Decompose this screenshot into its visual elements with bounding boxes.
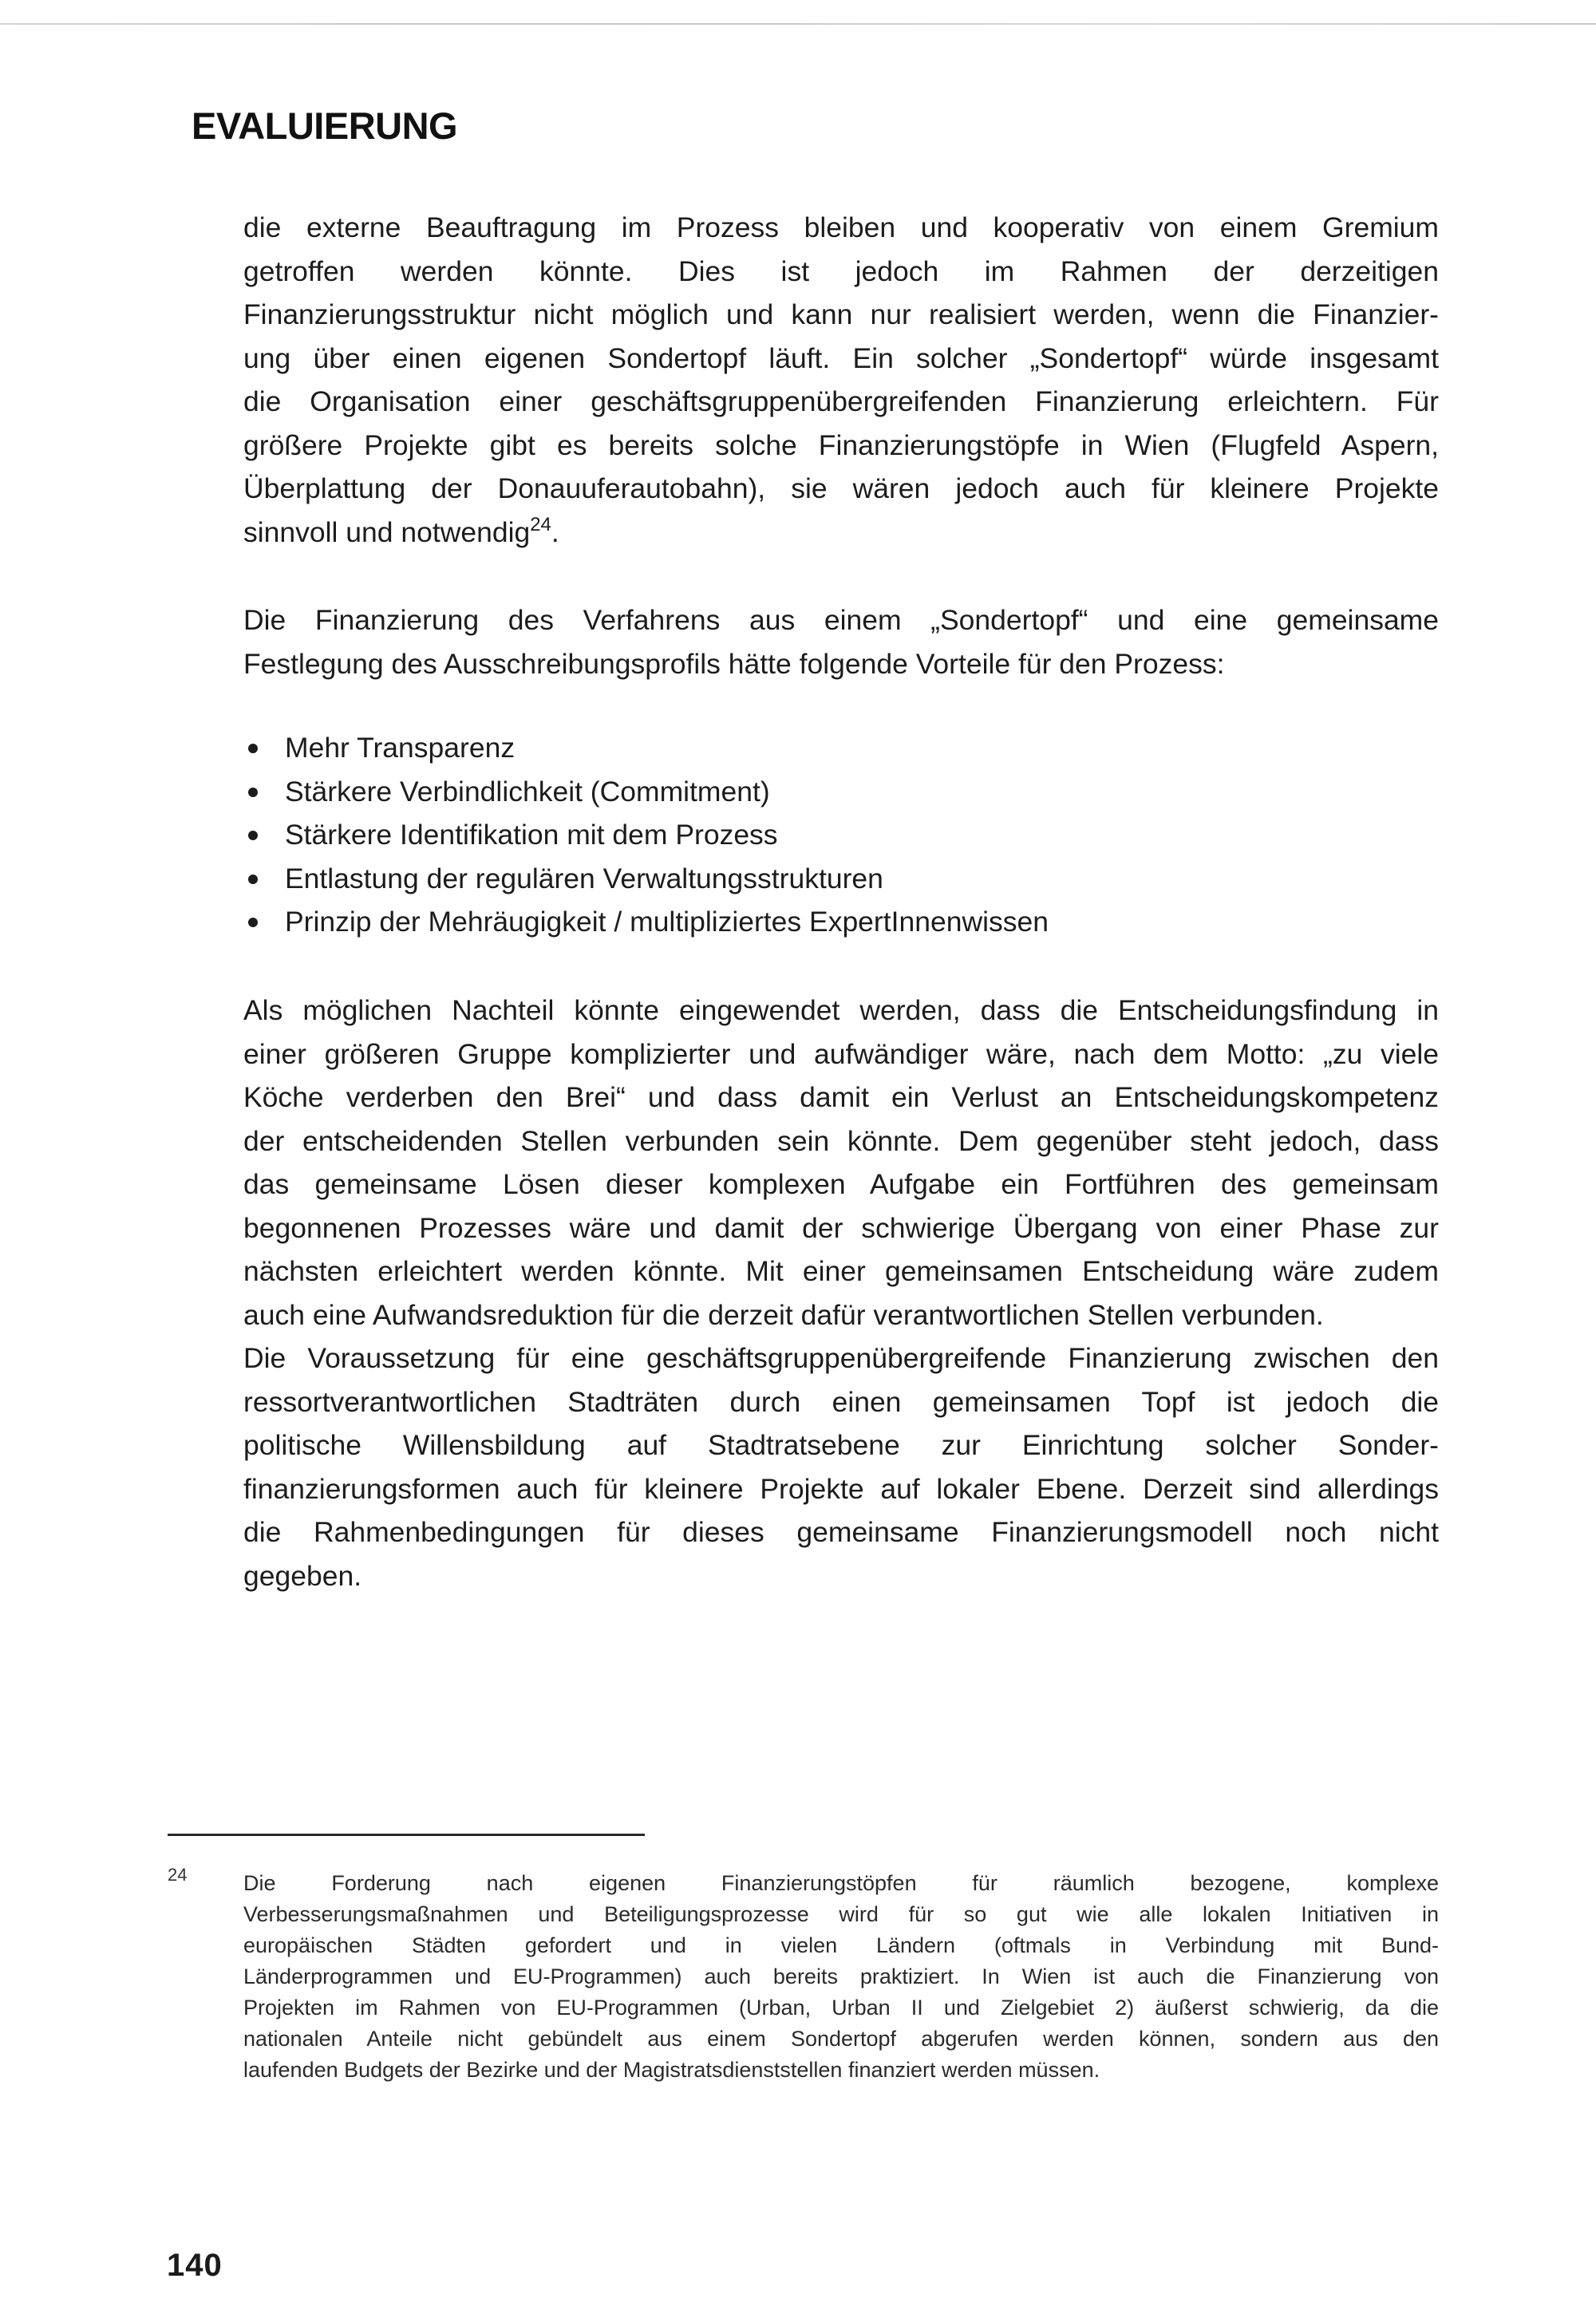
sentence-end: .: [551, 515, 559, 548]
paragraph-line: Als möglichen Nachteil könnte eingewendet werden, dass die Entscheidungsfindung in: [243, 994, 1439, 1026]
list-item: [243, 900, 1361, 944]
list-item-text: Entlastung der regulären Verwaltungsstrukturen: [285, 862, 883, 894]
list-item: [243, 770, 1361, 814]
paragraph-line: ressortverantwortlichen Stadträten durch einen gemeinsamen Topf ist jedoch die: [243, 1385, 1439, 1418]
paragraph-line: Überplattung der Donauuferautobahn), sie wären jedoch auch für kleinere Projekte: [243, 472, 1439, 504]
paragraph-line: auch eine Aufwandsreduktion für die derzeit dafür verantwortlichen Stellen verbunden.: [243, 1298, 1324, 1331]
paragraph-line: Festlegung des Ausschreibungsprofils hätte folgende Vorteile für den Prozess:: [243, 647, 1225, 680]
paragraph-last-line: [243, 511, 1439, 555]
list-item-text: Stärkere Verbindlichkeit (Commitment): [285, 775, 770, 807]
advantages-list: [243, 726, 1361, 944]
footnote-reference[interactable]: 24: [530, 513, 551, 535]
section-title: EVALUIERUNG: [192, 105, 458, 147]
bullet-icon: [248, 788, 258, 797]
paragraph-3: [243, 989, 1439, 1597]
paragraph-line: finanzierungsformen auch für kleinere Projekte auf lokaler Ebene. Derzeit sind allerdings: [243, 1472, 1439, 1505]
list-item-text: Mehr Transparenz: [285, 732, 516, 764]
paragraph-line: Köche verderben den Brei“ und dass damit ein Verlust an Entscheidungskompetenz: [243, 1081, 1439, 1113]
footnote-24: [243, 1868, 1439, 2086]
paragraph-line: getroffen werden könnte. Dies ist jedoch im Rahmen der derzeitigen: [243, 255, 1439, 287]
paragraph-line-text: sinnvoll und notwendig: [243, 515, 531, 548]
page-number: 140: [167, 2248, 223, 2283]
footnote-line: nationalen Anteile nicht gebündelt aus einem Sondertopf abgerufen werden können, sondern aus den: [243, 2027, 1439, 2051]
paragraph-line: politische Willensbildung auf Stadtratsebene zur Einrichtung solcher Sonder-: [243, 1429, 1439, 1461]
bullet-icon: [248, 918, 258, 927]
footnote-line: Die Forderung nach eigenen Finanzierungstöpfen für räumlich bezogene, komplexe: [243, 1871, 1439, 1895]
paragraph-line: begonnenen Prozesses wäre und damit der schwierige Übergang von einer Phase zur: [243, 1211, 1439, 1244]
bullet-icon: [248, 831, 258, 840]
bullet-icon: [248, 744, 258, 753]
list-item: [243, 813, 1361, 857]
paragraph-line: Die Finanzierung des Verfahrens aus einem „Sondertopf“ und eine gemeinsame: [243, 604, 1439, 636]
footnote-line: Verbesserungsmaßnahmen und Beteiligungsprozesse wird für so gut wie alle lokalen Initiativen in: [243, 1902, 1439, 1926]
list-item-text: Stärkere Identifikation mit dem Prozess: [285, 819, 778, 851]
paragraph-line: die Rahmenbedingungen für dieses gemeinsame Finanzierungsmodell noch nicht: [243, 1516, 1439, 1548]
list-item: [243, 726, 1361, 770]
bullet-icon: [248, 875, 258, 884]
footnote-separator: [168, 1834, 645, 1836]
paragraph-line: größere Projekte gibt es bereits solche Finanzierungstöpfe in Wien (Flugfeld Aspern,: [243, 428, 1439, 461]
footnote-line: laufenden Budgets der Bezirke und der Magistratsdienststellen finanziert werden müssen.: [243, 2058, 1100, 2082]
paragraph-line: Die Voraussetzung für eine geschäftsgruppenübergreifende Finanzierung zwischen den: [243, 1342, 1439, 1374]
paragraph-line: gegeben.: [243, 1559, 362, 1592]
paragraph-line: nächsten erleichtert werden könnte. Mit einer gemeinsamen Entscheidung wäre zudem: [243, 1255, 1439, 1287]
paragraph-line: die Organisation einer geschäftsgruppenübergreifenden Finanzierung erleichtern. Für: [243, 385, 1439, 417]
footnote-line: europäischen Städten gefordert und in vielen Ländern (oftmals in Verbindung mit Bund-: [243, 1933, 1439, 1957]
paragraph-line: die externe Beauftragung im Prozess bleiben und kooperativ von einem Gremium: [243, 211, 1439, 243]
paragraph-2: [243, 598, 1439, 685]
paragraph-line: der entscheidenden Stellen verbunden sein könnte. Dem gegenüber steht jedoch, dass: [243, 1124, 1439, 1157]
paragraph-line: das gemeinsame Lösen dieser komplexen Aufgabe ein Fortführen des gemeinsam: [243, 1168, 1439, 1200]
list-item: [243, 857, 1361, 901]
list-item-text: Prinzip der Mehräugigkeit / multipliziertes ExpertInnenwissen: [285, 906, 1049, 938]
paragraph-line: Finanzierungsstruktur nicht möglich und kann nur realisiert werden, wenn die Finanzier-: [243, 298, 1439, 330]
footnote-line: Projekten im Rahmen von EU-Programmen (Urban, Urban II und Zielgebiet 2) äußerst schwierig, da die: [243, 1996, 1439, 2020]
paragraph-1: [243, 206, 1439, 554]
paragraph-line: einer größeren Gruppe komplizierter und aufwändiger wäre, nach dem Motto: „zu viele: [243, 1037, 1439, 1070]
scan-artifact-line: [0, 23, 1596, 25]
footnote-line: Länderprogrammen und EU-Programmen) auch bereits praktiziert. In Wien ist auch die Finanzierung von: [243, 1964, 1439, 1988]
footnote-number: 24: [168, 1865, 188, 1885]
paragraph-line: ung über einen eigenen Sondertopf läuft. Ein solcher „Sondertopf“ würde insgesamt: [243, 342, 1439, 374]
